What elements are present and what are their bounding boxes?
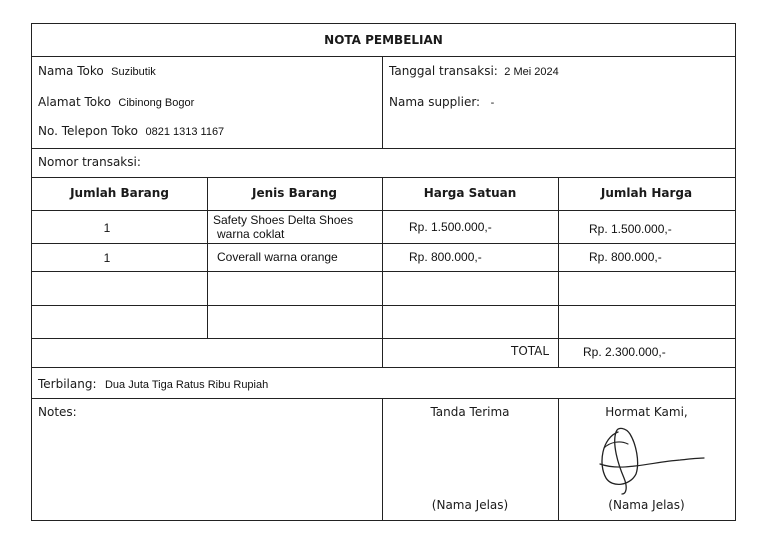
row1-unit-price: Rp. 1.500.000,- bbox=[409, 220, 492, 234]
store-phone-row bbox=[38, 123, 224, 139]
divider bbox=[382, 177, 383, 367]
divider bbox=[32, 177, 735, 178]
header-total-price: Jumlah Harga bbox=[600, 186, 693, 200]
row1-item-line1: Safety Shoes Delta Shoes bbox=[213, 213, 354, 227]
transaction-date-row bbox=[389, 63, 559, 79]
store-name-value: Suzibutik bbox=[111, 66, 156, 78]
store-phone-label: No. Telepon Toko bbox=[38, 124, 139, 138]
store-address-label: Alamat Toko bbox=[38, 95, 111, 109]
divider bbox=[32, 271, 735, 272]
header-item: Jenis Barang bbox=[252, 186, 337, 200]
divider bbox=[558, 177, 559, 367]
header-quantity: Jumlah Barang bbox=[70, 186, 169, 200]
transaction-date-label: Tanggal transaksi: bbox=[389, 64, 498, 78]
divider bbox=[382, 56, 383, 148]
divider bbox=[32, 148, 735, 149]
received-label: Tanda Terima bbox=[430, 405, 510, 419]
terbilang-row bbox=[38, 376, 268, 392]
total-label: TOTAL bbox=[511, 344, 550, 358]
signature-image bbox=[592, 422, 708, 496]
supplier-value: - bbox=[490, 97, 495, 109]
purchase-note-form bbox=[31, 23, 736, 521]
header-unit-price: Harga Satuan bbox=[423, 186, 517, 200]
divider bbox=[32, 338, 735, 339]
divider bbox=[32, 243, 735, 244]
divider bbox=[32, 367, 735, 368]
total-value: Rp. 2.300.000,- bbox=[583, 345, 666, 359]
notes-label: Notes: bbox=[38, 405, 77, 419]
transaction-date-value: 2 Mei 2024 bbox=[504, 66, 559, 78]
regards-name-placeholder: (Nama Jelas) bbox=[608, 498, 685, 512]
divider bbox=[32, 398, 735, 399]
divider bbox=[207, 177, 208, 338]
received-name-placeholder: (Nama Jelas) bbox=[431, 498, 509, 512]
supplier-row bbox=[389, 94, 494, 110]
divider bbox=[32, 210, 735, 211]
store-address-value: Cibinong Bogor bbox=[118, 97, 195, 109]
store-name-row bbox=[38, 63, 156, 79]
divider bbox=[32, 56, 735, 57]
page-title: NOTA PEMBELIAN bbox=[324, 33, 443, 47]
terbilang-value: Dua Juta Tiga Ratus Ribu Rupiah bbox=[104, 379, 269, 391]
regards-label: Hormat Kami, bbox=[605, 405, 688, 419]
divider bbox=[32, 305, 735, 306]
terbilang-label: Terbilang: bbox=[38, 377, 97, 391]
row2-unit-price: Rp. 800.000,- bbox=[409, 250, 482, 264]
row2-total-price: Rp. 800.000,- bbox=[589, 250, 662, 264]
transaction-number-label: Nomor transaksi: bbox=[38, 155, 141, 169]
store-name-label: Nama Toko bbox=[38, 64, 104, 78]
row1-quantity: 1 bbox=[103, 221, 111, 235]
row2-quantity: 1 bbox=[103, 251, 111, 265]
supplier-label: Nama supplier: bbox=[389, 95, 481, 109]
store-address-row bbox=[38, 94, 194, 110]
row2-item: Coverall warna orange bbox=[217, 250, 338, 264]
row1-item-line2: warna coklat bbox=[217, 227, 285, 241]
store-phone-value: 0821 1313 1167 bbox=[145, 126, 225, 138]
row1-total-price: Rp. 1.500.000,- bbox=[589, 222, 672, 236]
